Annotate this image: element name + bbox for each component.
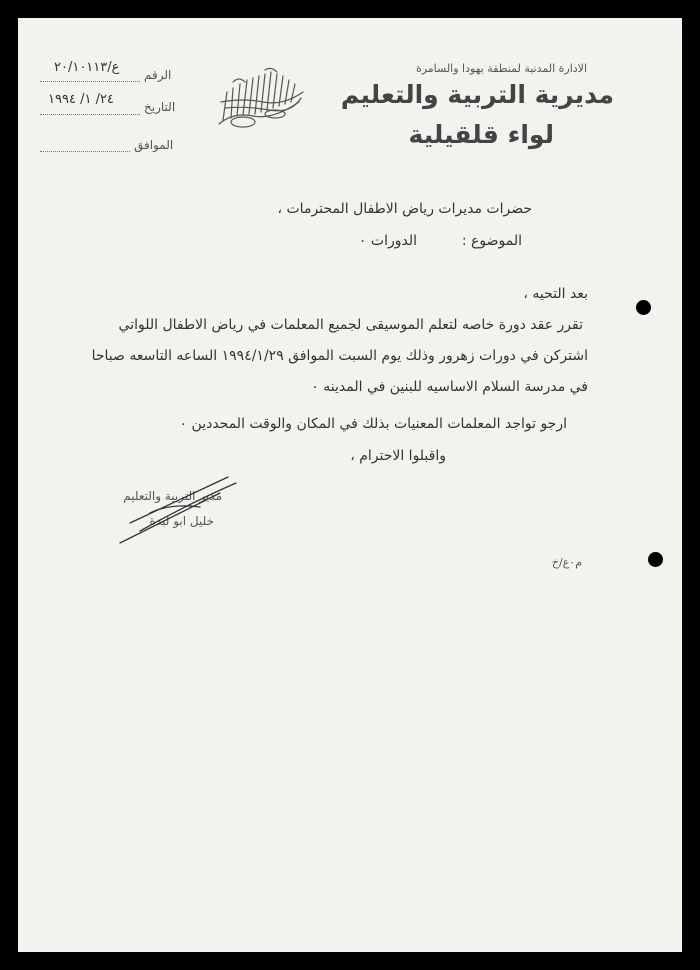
corresponding-dotted-line bbox=[40, 151, 130, 152]
signatory-name: خليل ابو لبدة bbox=[149, 514, 214, 528]
signatory-title: مدير التربية والتعليم bbox=[123, 489, 222, 503]
district-name: لواء قلقيلية bbox=[408, 120, 554, 149]
date-label: التاريخ bbox=[144, 100, 176, 114]
reference-number-label: الرقم bbox=[144, 68, 172, 82]
punch-hole bbox=[648, 552, 663, 567]
department-name: مديرية التربية والتعليم bbox=[340, 80, 614, 109]
subject-value: الدورات ٠ bbox=[358, 233, 417, 249]
handwritten-signature-icon bbox=[110, 473, 250, 548]
body-line-2: اشتركن في دورات زهرور وذلك يوم السبت الموافق ١٩٩٤/١/٢٩ الساعه التاسعه صباحا bbox=[91, 348, 588, 364]
body-line-4: ارجو تواجد المعلمات المعنيات بذلك في المكان والوقت المحددين ٠ bbox=[179, 416, 567, 432]
subject-label: الموضوع : bbox=[461, 233, 522, 249]
reference-number-value: ع/٢٠/١٠١١٣ bbox=[54, 60, 120, 75]
body-line-3: في مدرسة السلام الاساسيه للبنين في المدينه ٠ bbox=[311, 379, 588, 395]
greeting: بعد التحيه ، bbox=[523, 286, 588, 302]
punch-hole bbox=[636, 300, 651, 315]
date-dotted-line bbox=[40, 114, 140, 115]
corresponding-date-label: الموافق bbox=[134, 138, 174, 152]
letter-page bbox=[18, 18, 682, 952]
reference-number-dotted-line bbox=[40, 81, 140, 82]
closing-line: واقبلوا الاحترام ، bbox=[350, 448, 446, 464]
body-line-1: تقرر عقد دورة خاصه لتعلم الموسيقى لجميع المعلمات في رياض الاطفال اللواتي bbox=[118, 317, 583, 333]
addressee: حضرات مديرات رياض الاطفال المحترمات ، bbox=[277, 201, 532, 217]
administration-line: الادارة المدنية لمنطقة يهودا والسامرة bbox=[415, 62, 587, 75]
basmala-calligraphy-icon bbox=[213, 62, 305, 134]
date-value: ٢٤/ ١/ ١٩٩٤ bbox=[48, 92, 114, 107]
reference-initials: م٠ع/خ bbox=[551, 556, 582, 569]
